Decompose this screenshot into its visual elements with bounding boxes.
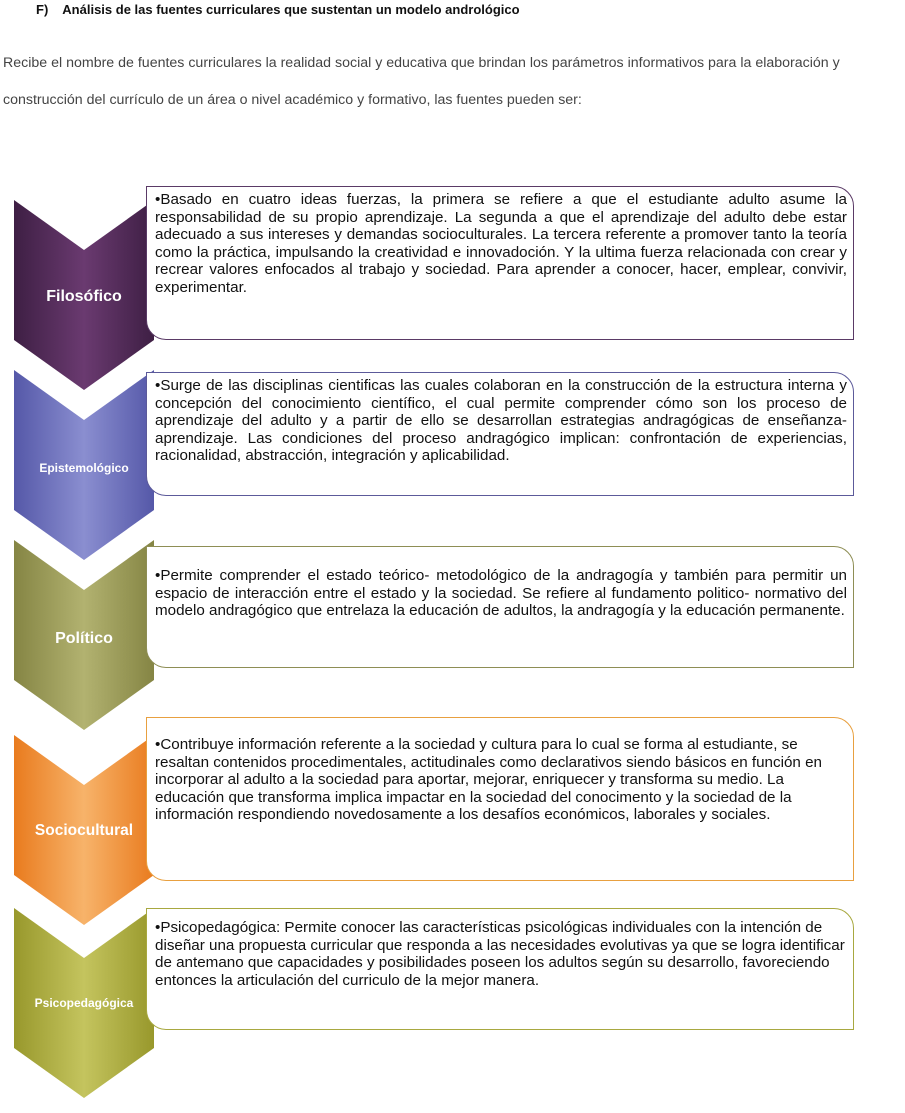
chevron-label-politico: Político [55,630,113,647]
section-title: Análisis de las fuentes curriculares que sustentan un modelo andrológico [62,2,520,17]
intro-paragraph: Recibe el nombre de fuentes curriculares la realidad social y educativa que brindan los parámetros informativos para la elaboración y construcción del currículo de un área o nivel académico y formativo, las fuentes pueden ser: [3,55,840,108]
source-box-sociocultural [146,717,854,881]
chevron-label-sociocultural: Sociocultural [34,822,134,839]
source-text-psicopedagogica: •Psicopedagógica: Permite conocer las características psicológicas individuales con la intención de diseñar una propuesta curricular que responda a las necesidades evolutivas ya que se logra identificar de antemano que capacidades y posibilidades poseen los adultos según su desarrollo, favoreciendo entonces la articulación del curriculo de la mejor manera. [155,919,845,989]
source-text-politico: •Permite comprender el estado teórico- metodológico de la andragogía y también para permitir un espacio de interacción entre el estado y la sociedad. Se refiere al fundamento politico- normativo del modelo andragógico que entrelaza la educación de adultos, la andragogía y la educación permanente. [155,567,847,620]
section-heading [36,2,520,17]
source-text-sociocultural: •Contribuye información referente a la sociedad y cultura para lo cual se forma al estudiante, se resaltan contenidos procedimentales, actitudinales como declarativos siendo básicos en función en incorporar al adulto a la sociedad para aportar, mejorar, enriquecer y transforma su medio. La educación que transforma implica impactar en la sociedad del conocimento y la sociedad de la información respondiendo novedosamente a los desafíos económicos, laborales y sociales. [155,736,822,824]
source-box-epistemologico [146,372,854,496]
source-text-epistemologico: •Surge de las disciplinas cientificas las cuales colaboran en la construcción de la estructura interna y concepción del conocimiento científico, el cual permite comprender cómo son los proceso de aprendizaje del adulto y a partir de ello se desarrollan estrategias andragógicas de enseñanza- aprendizaje. Las condiciones del proceso andragógico implican: confrontación de experiencias, racionalidad, abstracción, integración y aplicabilidad. [155,377,847,465]
chevron-label-psicopedagogica: Psicopedagógica [34,996,134,1010]
source-box-filosofico [146,186,854,340]
source-text-filosofico: •Basado en cuatro ideas fuerzas, la primera se refiere a que el estudiante adulto asume la responsabilidad de su propio aprendizaje. La segunda a que el aprendizaje del adulto debe estar adecuado a sus intereses y demandas socioculturales. La tercera referente a promover tanto la teoría como la práctica, impulsando la creatividad e innovadoción. Y la ultima fuerza relacionada con crear y recrear valores enfocados al trabajo y sociedad. Para aprender a conocer, hacer, emplear, convivir, experimentar. [155,191,847,296]
section-letter: F) [36,2,49,17]
source-box-politico [146,546,854,668]
chevron-label-epistemologico: Epistemológico [39,461,129,475]
chevron-label-filosofico: Filosófico [46,288,122,305]
source-box-psicopedagogica [146,908,854,1030]
